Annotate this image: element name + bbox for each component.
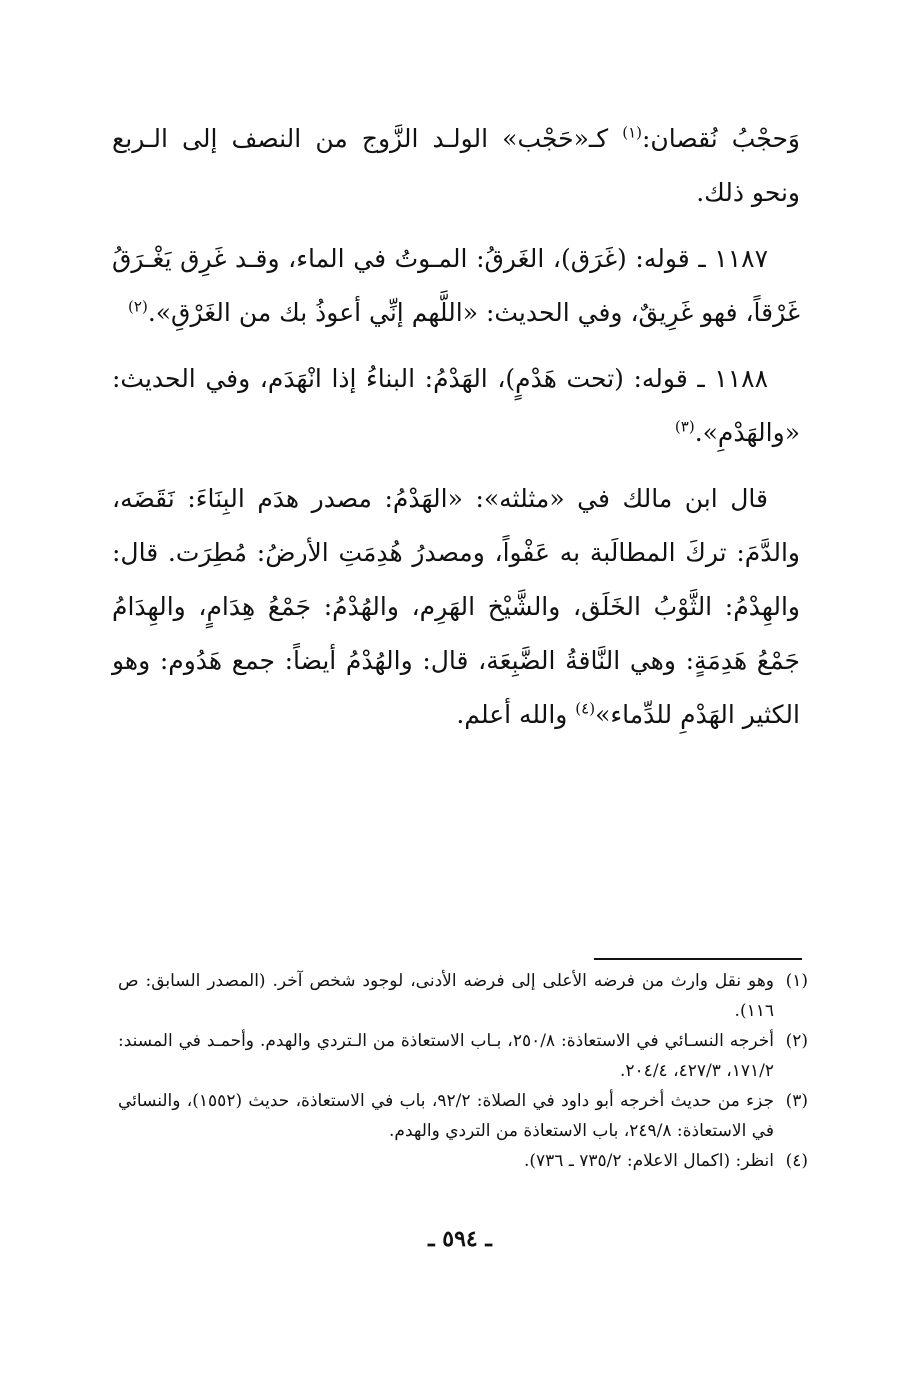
paragraph-hajb-nuqsan [112, 112, 800, 220]
paragraph-text: وَحجْبُ نُقصان: [642, 124, 800, 153]
footnote-4 [118, 1146, 808, 1176]
page-number: ـ ٥٩٤ ـ [428, 1226, 492, 1252]
paragraph-ibn-malik-quote [112, 472, 800, 742]
footnote-separator-rule [594, 958, 802, 960]
footnotes-section [118, 966, 808, 1176]
footnote-reference-2: (٢) [128, 297, 148, 316]
footnote-text: أخرجه النسـائي في الاستعاذة: ٢٥٠/٨، بـاب الاستعاذة من الـتردي والهدم. وأحمـد في المسند: ١٧١/٢، ٤٢٧/٣، ٢٠٤/٤. [118, 1031, 774, 1081]
footnote-reference-1: (١) [622, 123, 642, 142]
footnote-3 [118, 1086, 808, 1146]
footnote-reference-4: (٤) [575, 699, 596, 718]
footnote-number: (٣) [785, 1091, 808, 1111]
paragraph-text: ١١٨٨ ـ قوله: (تحت هَدْمٍ)، الهَدْمُ: البناءُ إذا انْهَدَم، وفي الحديث: «والهَدْمِ». [112, 364, 800, 447]
paragraph-text: قال ابن مالك في «مثلثه»: «الهَدْمُ: مصدر هدَم البِنَاءَ: نَقَضَه، والدَّمَ: تركَ المطالَبة به عَفْواً، ومصدرُ هُدِمَتِ الأرضُ: مُطِرَت. قال: والهِدْمُ: الثَّوْبُ الخَلَق، والشَّيْخ الهَرِم، والهُدْمُ: جَمْعُ هِدَامٍ، والهِدَامُ جَمْعُ هَدِمَةٍ: وهي النَّاقةُ الضَّبِعَة، قال: والهُدْمُ أيضاً: جمع هَدُوم: وهو الكثير الهَدْمِ للدِّماء» [112, 484, 800, 729]
footnote-text: انظر: (اكمال الاعلام: ٧٣٥/٢ ـ ٧٣٦). [523, 1151, 774, 1171]
footnote-1 [118, 966, 808, 1026]
footnote-number: (٢) [785, 1031, 808, 1051]
footnote-text: وهو نقل وارث من فرضه الأعلى إلى فرضه الأدنى، لوجود شخص آخر. (المصدر السابق: ص ١١٦). [118, 971, 774, 1021]
footnote-text: جزء من حديث أخرجه أبو داود في الصلاة: ٩٢/٢، باب في الاستعاذة، حديث (١٥٥٢)، والنسائي في الاستعاذة: ٢٤٩/٨، باب الاستعاذة من التردي والهدم. [118, 1091, 775, 1141]
paragraph-text: ١١٨٧ ـ قوله: (غَرَق)، الغَرقُ: المـوتُ في الماء، وقـد غَرِق يَغْـرَقُ غَرْقاً، فهو غَرِيقٌ، وفي الحديث: «اللَّهم إنِّي أعوذُ بك من الغَرْقِ». [112, 244, 800, 327]
paragraph-text: كـ«حَجْب» الولـد الزَّوج من النصف إلى الـربع ونحو ذلك. [112, 124, 800, 207]
footnote-reference-3: (٣) [674, 417, 695, 436]
entry-1188 [112, 352, 800, 460]
footnote-2 [118, 1026, 808, 1086]
footnote-number: (٤) [785, 1151, 808, 1171]
footnote-number: (١) [785, 971, 808, 991]
main-text [112, 112, 800, 754]
entry-1187 [112, 232, 800, 340]
paragraph-text: والله أعلم. [456, 700, 576, 729]
